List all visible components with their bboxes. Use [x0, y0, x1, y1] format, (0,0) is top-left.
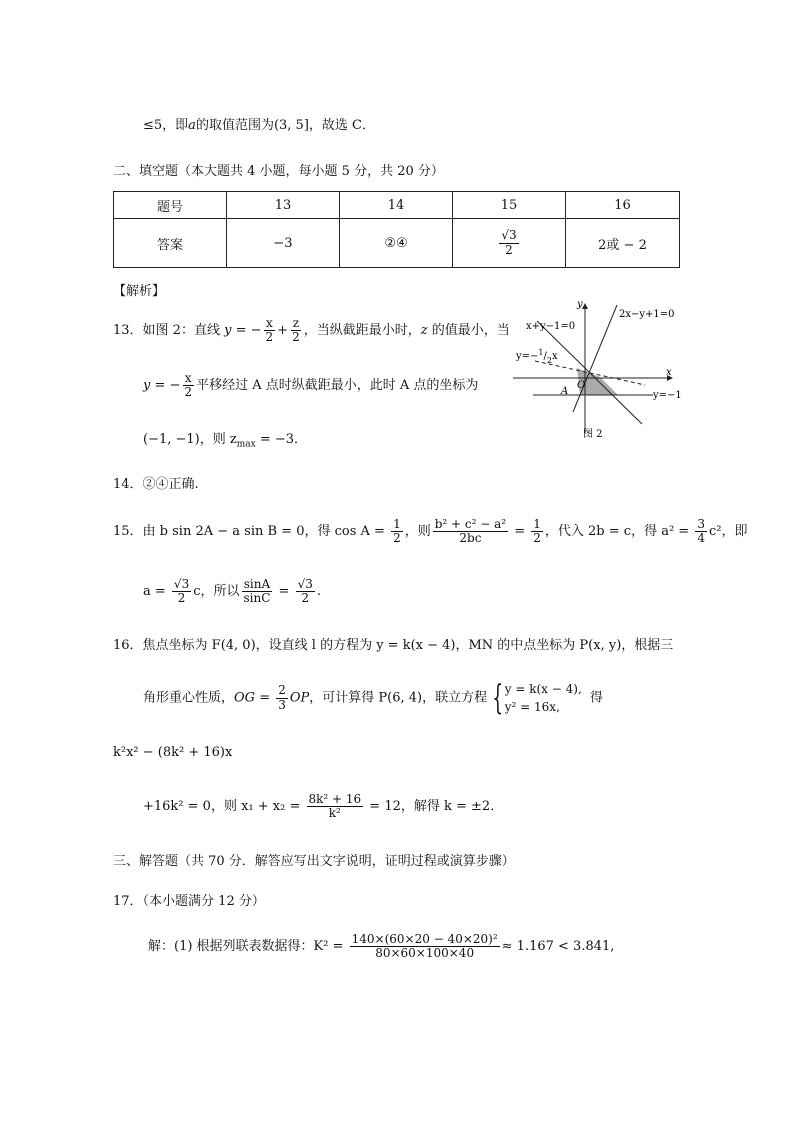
- fraction: $\frac{√3}{2}$: [173, 577, 190, 606]
- jiexi-heading: 【解析】: [113, 284, 166, 299]
- fraction: $\frac{\sin A}{\sin C}$: [243, 577, 271, 606]
- table-cell: −3: [227, 219, 340, 268]
- p16-line2: 角形重心性质，OG = $\frac{2}{3}$ OP，可计算得 P(6, 4)，联立方程 { y = k(x − 4), y² = 16x, 得: [143, 678, 604, 718]
- p16-line1: 16．焦点坐标为 F(4, 0)，设直线 l 的方程为 y = k(x − 4)，MN 的中点坐标为 P(x, y)，根据三: [113, 638, 674, 653]
- p15-line2: a = $\frac{√3}{2}$ c，所以 $\frac{\sin A}{\sin C}$ = $\frac{√3}{2}$ .: [143, 577, 321, 606]
- figure-2: [505, 297, 685, 442]
- table-row: [114, 192, 680, 219]
- figure-caption: 图 2: [583, 429, 603, 440]
- fraction: $\frac{\text{140×(60×20 − 40×20)²}}{80\times 60\times 100\times 40}$: [351, 932, 498, 961]
- axis-label-x: x: [666, 367, 672, 378]
- p13-line1: 13．如图 2：直线 y = − $\frac{x}{2}$ + $\frac{z}{2}$ ，当纵截距最小时，z 的值最小，当: [113, 316, 510, 345]
- p17-heading: 17．（本小题满分 12 分）: [113, 894, 265, 909]
- text: 的取值范围为(3, 5]，故选 C．: [195, 118, 375, 133]
- table-cell: 14: [340, 192, 453, 219]
- answer-table: [113, 191, 680, 268]
- section-3-title: 三、解答题（共 70 分．解答应写出文字说明，证明过程或演算步骤）: [113, 854, 515, 869]
- y-arrow-icon: [582, 303, 588, 309]
- table-row: [114, 219, 680, 268]
- section-2-title: 二、填空题（本大题共 4 小题，每小题 5 分，共 20 分）: [113, 164, 444, 179]
- brace-icon: {: [492, 678, 504, 718]
- axis-label-y: y: [577, 299, 583, 310]
- fraction: $\frac{x}{2}$: [265, 316, 274, 345]
- var-a: a: [188, 118, 196, 133]
- fraction: $\frac{√3}{2}$: [297, 577, 313, 606]
- continuation-line: [143, 114, 375, 133]
- table-cell: 题号: [114, 192, 227, 219]
- p17-line1: 解：(1) 根据列联表数据得：K² = $\frac{\text{140×(60×20 − 40×20)²}}{80\times 60\times 100\times 40}$ ≈ 1.167 < 3.841,: [148, 932, 615, 961]
- table-cell: 2或 − 2: [566, 219, 680, 268]
- label-l3: $y=-^1/_2x$: [516, 348, 558, 365]
- text: ≤5，即: [143, 118, 189, 133]
- p16-line3: k²x² − (8k² + 16)x: [113, 745, 233, 760]
- fraction: $\frac{√3}{2}$: [501, 228, 517, 257]
- label-l1: x+y−1=0: [526, 321, 576, 332]
- p15-line1: 15．由 b sin 2A − a sin B = 0，得 cos A = $\frac{1}{2}$ ，则 $\frac{\text{b² + c² − a²}}{2bc}$ = $\frac{1}{2}$ ，代入 2b = c，得 a² = $\frac{3}{4}$ c²，即: [113, 517, 748, 546]
- fraction: $\frac{3}{4}$: [697, 517, 705, 546]
- label-l2: 2x−y+1=0: [619, 309, 675, 320]
- p14-line: 14．②④正确.: [113, 477, 199, 492]
- fraction: $\frac{2}{3}$: [278, 683, 286, 712]
- table-cell: 16: [566, 192, 680, 219]
- fraction: $\frac{z}{2}$: [292, 316, 300, 345]
- p13-line3: (−1, −1)，则 $z_{max} = -3$．: [143, 432, 308, 450]
- line-2x-minus-y: [573, 305, 617, 412]
- table-cell: 答案: [114, 219, 227, 268]
- fraction: $\frac{\text{b² + c² − a²}}{2bc}$: [434, 517, 507, 546]
- point-label-a: A: [561, 386, 569, 397]
- table-cell: 15: [453, 192, 566, 219]
- p16-line4: +16k² = 0，则 x₁ + x₂ = $\frac{\text{8k² + 16}}{\text{k²}}$ = 12，解得 k = ±2．: [143, 792, 504, 821]
- fraction: $\frac{\text{8k² + 16}}{\text{k²}}$: [308, 792, 362, 821]
- fraction: $\frac{1}{2}$: [533, 517, 541, 546]
- fraction: $\frac{x}{2}$: [184, 371, 193, 400]
- table-cell: 13: [227, 192, 340, 219]
- label-l4: y=−1: [653, 390, 682, 401]
- point-label-o: O: [577, 380, 586, 391]
- p13-line2: y = − $\frac{x}{2}$ 平移经过 A 点时纵截距最小，此时 A 点的坐标为: [143, 371, 479, 400]
- equation-system: y = k(x − 4), y² = 16x,: [504, 682, 582, 714]
- fraction: $\frac{1}{2}$: [393, 517, 401, 546]
- table-cell: [453, 219, 566, 268]
- table-cell: ②④: [340, 219, 453, 268]
